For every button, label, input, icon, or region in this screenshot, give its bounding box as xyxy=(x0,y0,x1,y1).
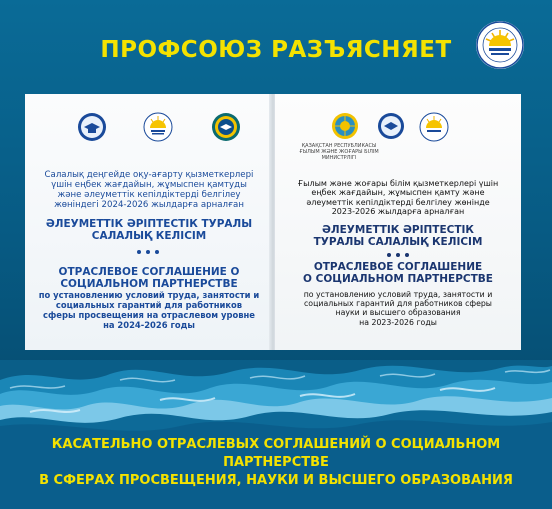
kz-intro-line: Ғылым және жоғары білім қызметкерлері үшін xyxy=(297,179,499,188)
kz-intro-line: 2023-2026 жылдарға арналған xyxy=(331,207,465,217)
kz-title-line: ӘЛЕУМЕТТІК ӘРІПТЕСТІК xyxy=(322,224,474,236)
footer-caption xyxy=(0,436,552,490)
ministry-education-emblem-icon xyxy=(77,112,107,142)
science-agreement-cover xyxy=(275,94,521,350)
union-sun-logo-icon xyxy=(419,112,449,142)
ru-subtitle-line: по установлению условий труда, занятости и xyxy=(303,290,493,299)
agreements-photo xyxy=(25,94,521,350)
footer-line: КАСАТЕЛЬНО ОТРАСЛЕВЫХ СОГЛАШЕНИЙ О СОЦИАЛЬНОМ ПАРТНЕРСТВЕ xyxy=(51,437,501,470)
ru-subtitle-line: на 2023-2026 годы xyxy=(359,317,437,327)
ru-subtitle-line: науки и высшего образования xyxy=(335,308,461,318)
kz-intro-text xyxy=(33,170,265,211)
ministry-line: ҒЫЛЫМ ЖӘНЕ ЖОҒАРЫ БІЛІМ xyxy=(299,148,379,155)
union-sun-logo-icon xyxy=(143,112,173,142)
kz-intro-line: және әлеуметтік кепілдіктерді белгілеу xyxy=(57,190,241,201)
kz-intro-text xyxy=(279,179,517,217)
kz-agreement-title xyxy=(33,218,265,243)
ru-agreement-title xyxy=(33,266,265,291)
education-agreement-cover xyxy=(25,94,271,350)
footer-line: В СФЕРАХ ПРОСВЕЩЕНИЯ, НАУКИ И ВЫСШЕГО ОБРАЗОВАНИЯ xyxy=(39,472,513,488)
ru-agreement-subtitle xyxy=(31,291,267,331)
kz-intro-line: жөніндегі 2024-2026 жылдарға арналған xyxy=(54,200,244,211)
kz-intro-line: еңбек жағдайын, жұмыспен қамту және xyxy=(311,188,485,198)
union-sun-logo-icon xyxy=(476,21,524,69)
kz-intro-line: әлеуметтік кепілдіктерді белгілеу жөнінде xyxy=(306,197,490,207)
ru-title-line: ОТРАСЛЕВОЕ СОГЛАШЕНИЕ О xyxy=(58,266,240,278)
kazakhstan-state-emblem-icon xyxy=(331,112,359,140)
kz-title-line: ТУРАЛЫ САЛАЛЫҚ КЕЛІСІМ xyxy=(313,236,483,249)
ru-subtitle-line: социальных гарантий для работников сферы xyxy=(304,299,492,309)
kz-title-line: САЛАЛЫҚ КЕЛІСІМ xyxy=(91,230,207,243)
ru-agreement-title xyxy=(279,261,517,286)
ru-subtitle-line: социальных гарантий для работников xyxy=(55,299,243,310)
ru-agreement-subtitle xyxy=(279,290,517,327)
divider-dots xyxy=(135,249,161,255)
kz-intro-line: Салалық деңгейде оқу-ағарту қызметкерлері xyxy=(44,170,254,180)
kz-agreement-title xyxy=(279,224,517,249)
ru-subtitle-line: по установлению условий труда, занятости и xyxy=(38,290,260,300)
kz-title-line: ӘЛЕУМЕТТІК ӘРІПТЕСТІК ТУРАЛЫ xyxy=(45,218,253,230)
ru-title-line: ОТРАСЛЕВОЕ СОГЛАШЕНИЕ xyxy=(313,261,483,273)
ru-title-line: О СОЦИАЛЬНОМ ПАРТНЕРСТВЕ xyxy=(303,273,493,286)
divider-dots xyxy=(385,252,411,258)
ru-title-line: СОЦИАЛЬНОМ ПАРТНЕРСТВЕ xyxy=(60,278,238,291)
ru-subtitle-line: сферы просвещения на отраслевом уровне xyxy=(43,309,255,320)
ru-subtitle-line: на 2024-2026 годы xyxy=(103,319,195,330)
ministry-education-emblem-icon xyxy=(377,112,405,140)
ministry-name xyxy=(299,144,379,162)
ministry-line: МИНИСТРЛІГІ xyxy=(321,154,357,161)
ministry-line: ҚАЗАҚСТАН РЕСПУБЛИКАСЫ xyxy=(301,143,377,149)
academic-cap-emblem-icon xyxy=(211,112,241,142)
kz-intro-line: үшін еңбек жағдайын, жұмыспен қамтуды xyxy=(51,180,247,191)
page-title: ПРОФСОЮЗ РАЗЪЯСНЯЕТ xyxy=(100,37,452,63)
